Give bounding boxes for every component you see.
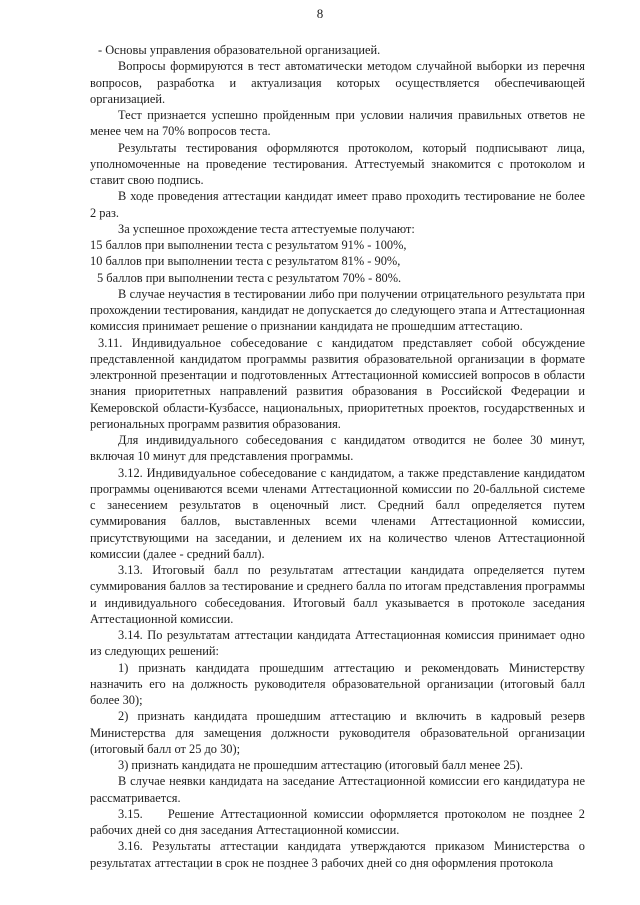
document-body bbox=[90, 42, 589, 871]
paragraph-score-intro: За успешное прохождение теста аттестуемые получают: bbox=[118, 221, 415, 236]
paragraph-3-15-protocol: 3.15. Решение Аттестационной комиссии оформляется протоколом не позднее 2 рабочих дней со дня заседания Аттестационной комиссии. bbox=[90, 806, 589, 837]
paragraph-3-12-evaluation: 3.12. Индивидуальное собеседование с кандидатом, а также представление кандидатом программы оцениваются всеми членами Аттестационной комиссии по 20-балльной системе с занесением результатов в оценочный лист. Средний балл определяется путем суммирования баллов, выставленных всеми членами Аттестационной комиссии, присутствующими на заседании, и делением их на количество членов Аттестационной комиссии (далее - средний балл). bbox=[90, 465, 585, 561]
score-line-15: 15 баллов при выполнении теста с результатом 91% - 100%, bbox=[90, 238, 407, 252]
paragraph-test-protocol: Результаты тестирования оформляются протоколом, который подписывают лица, уполномоченные на проведение тестирования. Аттестуемый знакомится с протоколом и ставит свою подпись. bbox=[90, 140, 585, 187]
decision-item-1: 1) признать кандидата прошедшим аттестацию и рекомендовать Министерству назначить его на должность руководителя образовательной организации (итоговый балл более 30); bbox=[90, 660, 585, 707]
paragraph-interview-time: Для индивидуального собеседования с кандидатом отводится не более 30 минут, включая 10 минут для представления программы. bbox=[90, 433, 585, 464]
paragraph-basics-list-item: - Основы управления образовательной организацией. bbox=[98, 43, 381, 57]
paragraph-3-11-interview: 3.11. Индивидуальное собеседование с кандидатом представляет собой обсуждение представленной кандидатом программы развития образовательной организации в формате электронной презентации и подготовленных Аттестационной комиссией вопросов в области знания приоритетных направлений развития образования в Российской Федерации и Кемеровской области-Кузбассе, национальных, приоритетных проектов, государственных и региональных программ развития образования. bbox=[90, 335, 585, 431]
score-line-10: 10 баллов при выполнении теста с результатом 81% - 90%, bbox=[90, 254, 401, 269]
paragraph-test-attempts: В ходе проведения аттестации кандидат имеет право проходить тестирование не более 2 раз. bbox=[90, 189, 585, 220]
paragraph-test-questions: Вопросы формируются в тест автоматически методом случайной выборки из перечня вопросов, разработка и актуализация которых осуществляется обеспечивающей организацией. bbox=[90, 59, 585, 106]
paragraph-3-14-decisions: 3.14. По результатам аттестации кандидата Аттестационная комиссия принимает одно из следующих решений: bbox=[90, 628, 585, 659]
decision-item-2: 2) признать кандидата прошедшим аттестацию и включить в кадровый резерв Министерства для замещения должности руководителя образовательной организации (итоговый балл от 25 до 30); bbox=[90, 709, 585, 756]
paragraph-3-16-results: 3.16. Результаты аттестации кандидата утверждаются приказом Министерства о результатах аттестации в срок не позднее 3 рабочих дней со дня оформления протокола bbox=[90, 839, 585, 870]
paragraph-test-passing: Тест признается успешно пройденным при условии наличия правильных ответов не менее чем на 70% вопросов теста. bbox=[90, 108, 585, 139]
paragraph-3-13-final-score: 3.13. Итоговый балл по результатам аттестации кандидата определяется путем суммирования баллов за тестирование и среднего балла по итогам представления программы и индивидуального собеседования. Итоговый балл указывается в протоколе заседания Аттестационной комиссии. bbox=[90, 563, 585, 626]
decision-item-3: 3) признать кандидата не прошедшим аттестацию (итоговый балл менее 25). bbox=[118, 758, 523, 772]
paragraph-non-participation: В случае неучастия в тестировании либо при получении отрицательного результата при прохождении тестирования, кандидат не допускается до следующего этапа и Аттестационная комиссия принимает решение о признании кандидата не прошедшим аттестацию. bbox=[90, 286, 585, 334]
score-line-5: 5 баллов при выполнении теста с результатом 70% - 80%. bbox=[97, 270, 402, 285]
page-number: 8 bbox=[316, 6, 324, 21]
paragraph-no-show: В случае неявки кандидата на заседание Аттестационной комиссии его кандидатура не рассматривается. bbox=[90, 774, 585, 805]
